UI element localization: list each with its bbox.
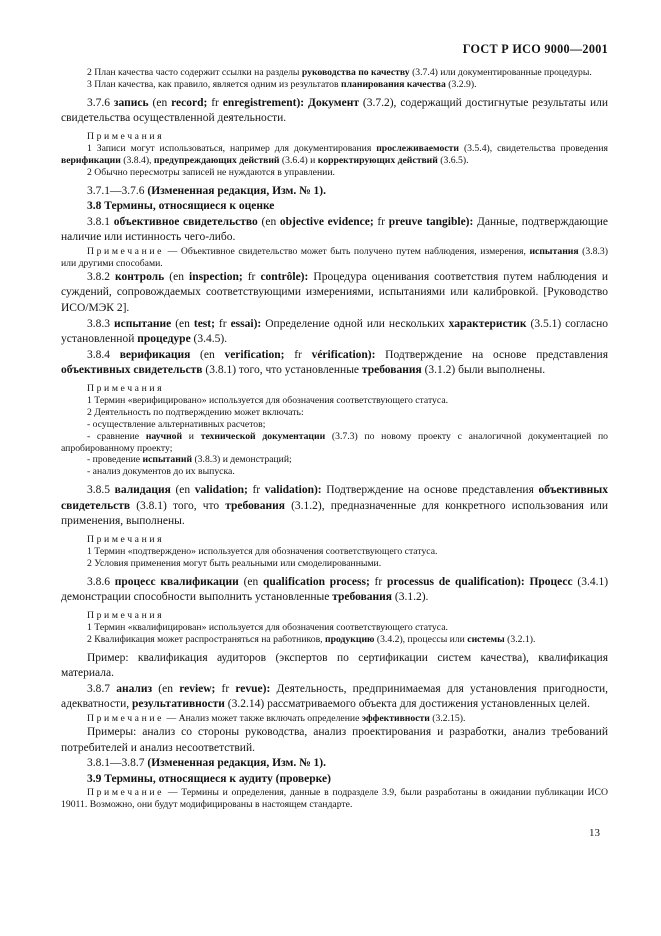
- text-run: (3.4.5).: [190, 333, 228, 346]
- text-run: (3.1.2).: [392, 591, 429, 604]
- text-run: — Анализ может также включать определение: [164, 713, 362, 724]
- text-run: 1 Термин «квалифицирован» используется для обозначения соответствующего статуса.: [87, 621, 448, 633]
- text-run: характеристик: [448, 317, 527, 330]
- term-3.8.4-verification: [61, 348, 608, 379]
- text-run: Примечание: [87, 713, 165, 724]
- text-run: продукцию: [325, 633, 375, 645]
- notes-3.7.6-item-1: [61, 143, 608, 167]
- text-run: 2 Обычно пересмотры записей не нуждаются в управлении.: [87, 166, 335, 178]
- text-run: анализ: [116, 682, 153, 695]
- text-run: (3.8.1) того, что: [130, 499, 226, 512]
- notes-3.8.6-item-2: [61, 634, 608, 646]
- amendment-3.8.1-3.8.7: [61, 756, 608, 772]
- text-run: 3.8.7: [87, 682, 117, 695]
- text-run: технической документации: [200, 430, 326, 442]
- text-run: (3.2.9).: [445, 78, 477, 90]
- text-run: fr: [247, 484, 265, 497]
- text-run: Примечания: [87, 609, 165, 621]
- notes-3.8.5: [61, 534, 608, 570]
- text-run: результативности: [131, 698, 225, 711]
- text-run: Подтверждение на основе представления: [321, 484, 539, 497]
- term-3.8.7-review: [61, 682, 608, 713]
- text-run: верификация: [119, 348, 191, 361]
- text-run: (en: [164, 270, 189, 283]
- text-run: испытания: [529, 246, 579, 257]
- text-run: (3.5.1) согласно установленной: [61, 317, 609, 346]
- text-run: (3.1.2) были выполнены.: [421, 364, 546, 377]
- notes-3.8.4-item-2: [61, 407, 608, 419]
- text-run: - сравнение: [87, 430, 146, 442]
- text-run: vérification):: [311, 348, 376, 361]
- text-run: 3.8.1—3.8.7: [87, 757, 148, 770]
- text-run: и: [182, 430, 201, 442]
- text-run: contrôle):: [260, 270, 309, 283]
- text-run: (3.6.4) и: [279, 154, 318, 166]
- term-3.8.2-inspection: [61, 270, 608, 317]
- text-run: объективных свидетельств: [61, 484, 609, 512]
- text-run: (3.7.3) по новому проекту с аналогичной документацией по апробированному проекту;: [61, 430, 608, 454]
- text-run: (en: [170, 484, 195, 497]
- notes-3.8.5-label: [61, 534, 608, 546]
- text-run: 3.8.1: [87, 215, 114, 228]
- text-run: руководства по качеству: [301, 67, 410, 78]
- text-run: record;: [171, 96, 208, 109]
- example-3.8.6: [61, 651, 608, 682]
- text-run: (3.2.14) рассматриваемого объекта для достижения установленных целей.: [224, 698, 590, 711]
- notes-3.8.5-item-1: [61, 546, 608, 558]
- text-run: Примечание: [87, 246, 165, 257]
- text-run: (3.2.15).: [429, 713, 466, 724]
- text-run: Процедура оценивания соответствия путем наблюдения и суждений, сопровождаемых соответствующими измерениями, испытаниями или калибровкой. [Руководство ИСО/МЭК 2].: [61, 270, 608, 314]
- text-run: 2 Квалификация может распространяться на работников,: [87, 633, 325, 645]
- text-run: (3.4.2), процессы или: [374, 633, 468, 645]
- text-run: 1 Термин «верифицировано» используется для обозначения соответствующего статуса.: [87, 394, 449, 406]
- text-run: требования: [225, 499, 286, 512]
- text-run: verification;: [224, 348, 285, 361]
- text-run: fr: [242, 270, 261, 283]
- text-run: processus de qualification):: [386, 575, 525, 588]
- text-run: Подтверждение на основе представления: [375, 348, 609, 361]
- text-run: (en: [190, 348, 225, 361]
- notes-3.8.4-item-4: [61, 431, 608, 455]
- text-run: qualification process;: [263, 575, 370, 588]
- text-run: 3.8.4: [87, 348, 120, 361]
- text-run: 3.8.3: [87, 317, 114, 330]
- text-run: (Измененная редакция, Изм. № 1).: [147, 757, 327, 770]
- text-run: revue):: [235, 682, 271, 695]
- term-3.8.5-validation: [61, 483, 608, 530]
- text-run: fr: [215, 682, 236, 695]
- text-run: валидация: [114, 484, 171, 497]
- text-run: (en: [148, 96, 172, 109]
- text-run: (3.8.3) и демонстраций;: [192, 454, 292, 466]
- notes-3.8.4-item-1: [61, 395, 608, 407]
- text-run: 3.7.1—3.7.6: [87, 184, 148, 197]
- text-run: Пример: квалификация аудиторов (экспертов по сертификации систем качества), квалификация материала.: [61, 651, 608, 680]
- text-run: (3.7.2), содержащий достигнутые результаты или свидетельства осуществленной деятельности.: [61, 96, 609, 125]
- text-run: Примечания: [87, 131, 165, 142]
- text-run: fr: [284, 348, 312, 361]
- text-run: fr: [369, 575, 387, 588]
- notes-3.7.6-label: [61, 131, 608, 143]
- text-run: требования: [361, 364, 422, 377]
- document-body: [61, 67, 608, 811]
- text-run: Деятельность, предпринимаемая для установления пригодности, адекватности,: [61, 682, 608, 711]
- text-run: контроль: [115, 270, 165, 283]
- notes-3.8.4: [61, 383, 608, 478]
- text-run: 3 План качества, как правило, является одним из результатов: [87, 78, 342, 90]
- text-run: 3.7.6: [87, 96, 114, 109]
- note-3.8.7: [61, 713, 608, 725]
- notes-3.8.5-item-2: [61, 558, 608, 570]
- text-run: (en: [257, 215, 280, 228]
- text-run: validation):: [264, 484, 322, 497]
- carryover-notes-plan-kachestva-item-1: [61, 67, 608, 79]
- text-run: испытаний: [142, 454, 193, 466]
- text-run: (en: [171, 317, 194, 330]
- notes-3.8.4-label: [61, 383, 608, 395]
- carryover-notes-plan-kachestva-item-2: [61, 79, 608, 91]
- amendment-3.7.1-3.7.6: [61, 184, 608, 200]
- text-run: процесс квалификации: [114, 575, 239, 588]
- text-run: предупреждающих действий: [153, 154, 280, 166]
- text-run: (en: [152, 682, 180, 695]
- text-run: испытание: [113, 317, 172, 330]
- text-run: Примечание: [87, 787, 165, 799]
- note-3.8.1: [61, 246, 608, 270]
- text-run: (en: [238, 575, 264, 588]
- text-run: Примечания: [87, 534, 165, 545]
- heading-3.9: [61, 772, 608, 788]
- note-3.9: [61, 787, 608, 811]
- notes-3.8.4-item-3: [61, 419, 608, 431]
- text-run: планирования качества: [341, 78, 446, 90]
- text-run: — Термины и определения, данные в подразделе 3.9, были разработаны в ожидании публикации ИСО 19011. Возможно, они будут модифицированы в настоящем стандарте.: [61, 787, 608, 811]
- text-run: 3.9 Термины, относящиеся к аудиту (проверке): [87, 772, 331, 785]
- text-run: inspection;: [189, 270, 243, 283]
- text-run: 3.8 Термины, относящиеся к оценке: [87, 200, 275, 213]
- text-run: 2 Деятельность по подтверждению может включать:: [87, 406, 304, 418]
- text-run: (3.6.5).: [437, 154, 469, 166]
- page-number: 13: [589, 827, 600, 840]
- notes-3.8.6-label: [61, 610, 608, 622]
- text-run: системы: [467, 633, 505, 645]
- text-run: объективных свидетельств: [61, 364, 203, 377]
- text-run: validation;: [194, 484, 248, 497]
- carryover-notes-plan-kachestva: [61, 67, 608, 91]
- text-run: - анализ документов до их выпуска.: [87, 466, 235, 478]
- text-run: (3.7.4) или документированные процедуры.: [409, 67, 592, 78]
- text-run: 1 Записи могут использоваться, например для документирования: [87, 142, 377, 154]
- text-run: — Объективное свидетельство может быть получено путем наблюдения, измерения,: [164, 246, 530, 257]
- text-run: 1 Термин «подтверждено» используется для обозначения соответствующего статуса.: [87, 545, 438, 557]
- notes-3.8.4-item-5: [61, 454, 608, 466]
- text-run: Данные, подтверждающие наличие или истинность чего-либо.: [61, 215, 608, 244]
- text-run: 2 План качества часто содержит ссылки на разделы: [87, 67, 302, 78]
- text-run: fr: [214, 317, 231, 330]
- text-run: (Измененная редакция, Изм. № 1).: [147, 184, 327, 197]
- text-run: объективное свидетельство: [113, 215, 258, 228]
- text-run: - осуществление альтернативных расчетов;: [87, 418, 266, 430]
- text-run: запись: [113, 96, 149, 109]
- text-run: (3.8.4),: [120, 154, 154, 166]
- text-run: (3.5.4), свидетельства проведения: [459, 142, 609, 154]
- text-run: 3.8.2: [87, 270, 116, 283]
- term-3.8.1-objective-evidence: [61, 215, 608, 246]
- text-run: review;: [179, 682, 216, 695]
- text-run: objective evidence;: [279, 215, 374, 228]
- text-run: требования: [332, 591, 393, 604]
- notes-3.8.6-item-1: [61, 622, 608, 634]
- document-header-title: ГОСТ Р ИСО 9000—2001: [462, 42, 608, 56]
- text-run: научной: [145, 430, 183, 442]
- text-run: preuve tangible):: [388, 215, 474, 228]
- term-3.7.6-record: [61, 96, 608, 127]
- text-run: 3.8.6: [87, 575, 115, 588]
- text-run: верификации: [61, 154, 121, 166]
- term-3.8.6-qualification-process: [61, 575, 608, 606]
- text-run: essai):: [230, 317, 262, 330]
- text-run: (3.4.1) демонстрации способности выполнить установленные: [61, 575, 609, 604]
- text-run: 3.8.5: [87, 484, 115, 497]
- notes-3.7.6: [61, 131, 608, 179]
- text-run: прослеживаемости: [376, 142, 460, 154]
- notes-3.7.6-item-2: [61, 167, 608, 179]
- text-run: enregistrement):: [222, 96, 305, 109]
- text-run: fr: [207, 96, 223, 109]
- text-run: (3.8.3) или другими способами.: [61, 246, 608, 269]
- text-run: (3.2.1).: [504, 633, 536, 645]
- notes-3.8.6: [61, 610, 608, 646]
- text-run: Примечания: [87, 382, 165, 394]
- text-run: (3.8.1) того, что установленные: [202, 364, 362, 377]
- text-run: - проведение: [87, 454, 143, 466]
- text-run: процедуре: [137, 333, 191, 346]
- term-3.8.3-test: [61, 317, 608, 348]
- text-run: Примеры: анализ со стороны руководства, анализ проектирования и разработки, анализ требований потребителей и анализ несоответствий.: [61, 725, 608, 754]
- text-run: Документ: [308, 96, 359, 109]
- text-run: Определение одной или нескольких: [261, 317, 449, 330]
- text-run: эффективности: [361, 713, 430, 724]
- text-run: 2 Условия применения могут быть реальными или смоделированными.: [87, 557, 382, 569]
- text-run: test;: [193, 317, 215, 330]
- heading-3.8: [61, 199, 608, 215]
- examples-3.8.7: [61, 725, 608, 756]
- text-run: (3.1.2), предназначенные для конкретного использования или применения, выполнены.: [61, 499, 608, 528]
- text-run: корректирующих действий: [317, 154, 438, 166]
- text-run: Процесс: [529, 575, 573, 588]
- notes-3.8.4-item-6: [61, 466, 608, 478]
- text-run: fr: [373, 215, 389, 228]
